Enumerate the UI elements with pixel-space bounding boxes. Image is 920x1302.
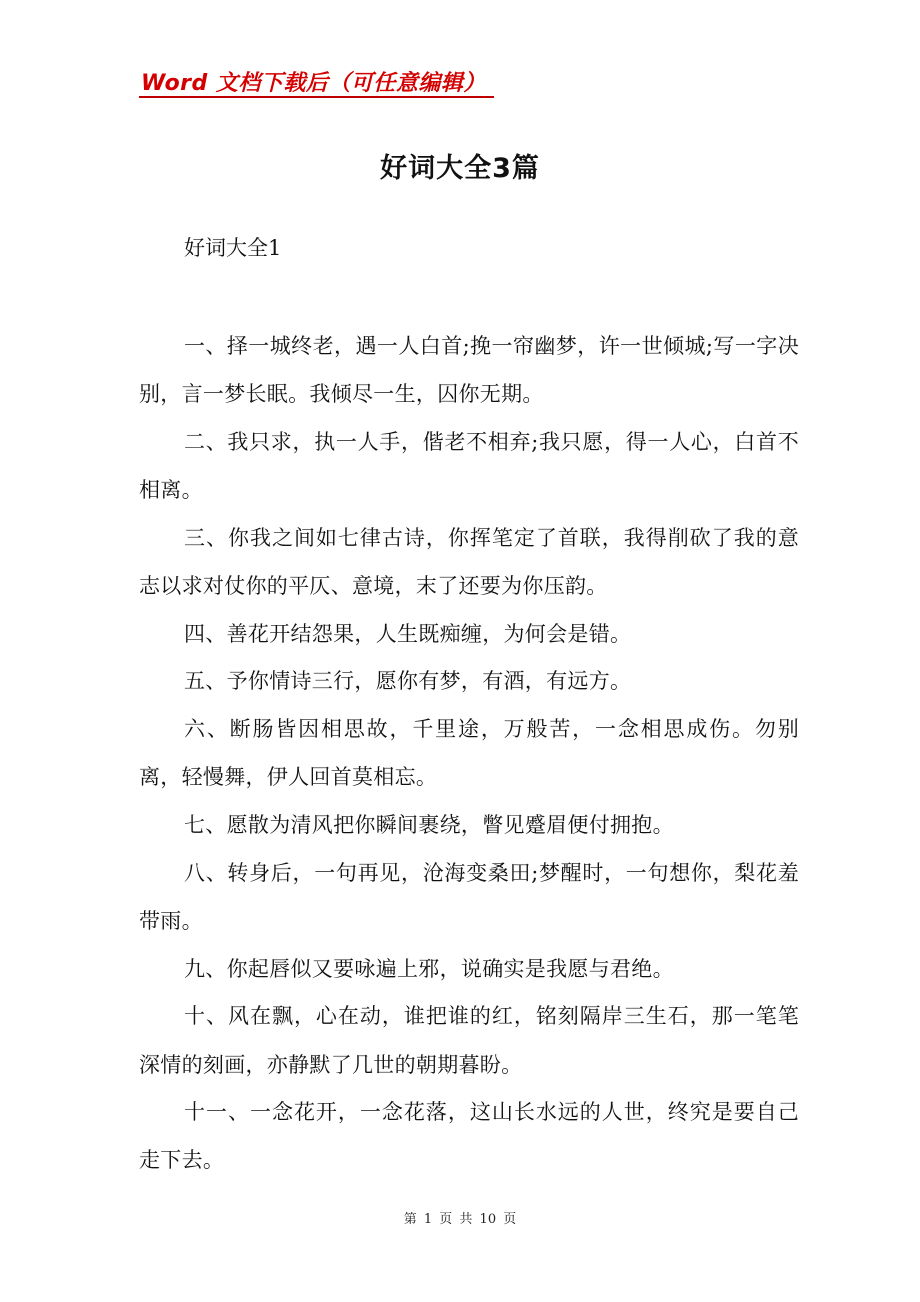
paragraph-10: 十、风在飘，心在动，谁把谁的红，铭刻隔岸三生石，那一笔笔深情的刻画，亦静默了几世的朝期暮盼。: [139, 1004, 799, 1077]
watermark-text: Word 文档下载后（可任意编辑）: [141, 71, 486, 96]
section-heading: 好词大全1: [184, 236, 282, 260]
paragraph-9: 九、你起唇似又要咏遍上邪，说确实是我愿与君绝。: [184, 956, 674, 981]
page-footer: 第 1 页 共 10 页: [403, 1212, 517, 1227]
paragraph-8: 八、转身后，一句再见，沧海变桑田;梦醒时，一句想你，梨花羞带雨。: [139, 860, 799, 933]
paragraph-11: 十一、一念花开，一念花落，这山长水远的人世，终究是要自己走下去。: [139, 1100, 799, 1173]
document-title: 好词大全3篇: [380, 153, 540, 184]
paragraph-4: 四、善花开结怨果，人生既痴缠，为何会是错。: [184, 621, 632, 646]
document-body: [139, 322, 799, 1184]
header-watermark: [139, 64, 494, 98]
paragraph-6: 六、断肠皆因相思故，千里途，万般苦，一念相思成伤。勿别离，轻慢舞，伊人回首莫相忘。: [139, 717, 799, 790]
paragraph-3: 三、你我之间如七律古诗，你挥笔定了首联，我得削砍了我的意志以求对仗你的平仄、意境，末了还要为你压韵。: [139, 525, 799, 599]
paragraph-2: 二、我只求，执一人手，偕老不相弃;我只愿，得一人心，白首不相离。: [139, 429, 799, 503]
paragraph-5: 五、予你情诗三行，愿你有梦，有酒，有远方。: [184, 669, 632, 694]
paragraph-7: 七、愿散为清风把你瞬间裹绕，瞥见蹙眉便付拥抱。: [184, 813, 674, 838]
paragraph-1: 一、择一城终老，遇一人白首;挽一帘幽梦，许一世倾城;写一字决别，言一梦长眠。我倾尽一生，囚你无期。: [139, 334, 799, 407]
